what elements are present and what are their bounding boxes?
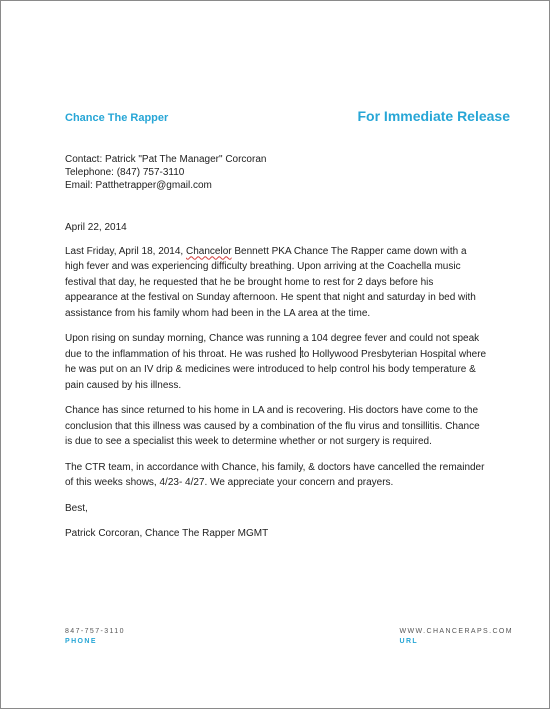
paragraph-1 xyxy=(65,244,487,322)
paragraph-1-start: Last Friday, April 18, 2014, xyxy=(65,245,186,257)
footer-url-value[interactable]: WWW.CHANCERAPS.COM xyxy=(399,628,513,635)
paragraph-1-rest: Bennett PKA Chance The Rapper came down with a high fever and was experiencing difficulty breathing. Upon arriving at the Coachella music festival that day, he requested that he be brought home to rest for 2 days before his appearance at the festival on Sunday afternoon. He spent that night and saturday in bed with assistance from his family whom had been in the LA area at the time. xyxy=(65,245,476,319)
release-heading: For Immediate Release xyxy=(357,108,510,124)
signature: Patrick Corcoran, Chance The Rapper MGMT xyxy=(65,528,269,539)
letter-date: April 22, 2014 xyxy=(65,222,127,233)
misspelled-word[interactable]: Chancelor xyxy=(186,245,232,257)
telephone-line: Telephone: (847) 757-3110 xyxy=(65,167,185,178)
footer-url-label: URL xyxy=(399,638,419,645)
contact-block xyxy=(65,153,266,192)
paragraph-2-rest: to Hollywood Presbyterian Hospital where he was put on an IV drip & medicines were introduced to help control his body temperature & pain caused by his illness. xyxy=(65,348,487,391)
letter-body[interactable] xyxy=(65,220,487,552)
closing: Best, xyxy=(65,502,88,514)
email-line: Email: Patthetrapper@gmail.com xyxy=(65,180,212,191)
footer-phone-label: PHONE xyxy=(65,638,97,645)
paragraph-4: The CTR team, in accordance with Chance, his family, & doctors have cancelled the remainder of this weeks shows, 4/23- 4/27. We appreciate your concern and prayers. xyxy=(65,461,485,488)
footer-phone-value: 847-757-3110 xyxy=(65,628,125,635)
paragraph-3: Chance has since returned to his home in LA and is recovering. His doctors have come to the conclusion that this illness was caused by a combination of the flu virus and tonsillitis. Chance is due to see a specialist this week to determine whether or not surgery is required. xyxy=(65,405,480,447)
contact-line: Contact: Patrick "Pat The Manager" Corcoran xyxy=(65,154,267,165)
artist-name-heading: Chance The Rapper xyxy=(65,112,169,124)
paragraph-2-start: Upon rising on sunday morning, Chance was running a 104 degree fever and could not speak due to the inflammation of his throat. He was rushed xyxy=(65,333,480,360)
footer-phone xyxy=(65,627,125,647)
footer-url xyxy=(400,627,513,647)
paragraph-2 xyxy=(65,331,487,393)
